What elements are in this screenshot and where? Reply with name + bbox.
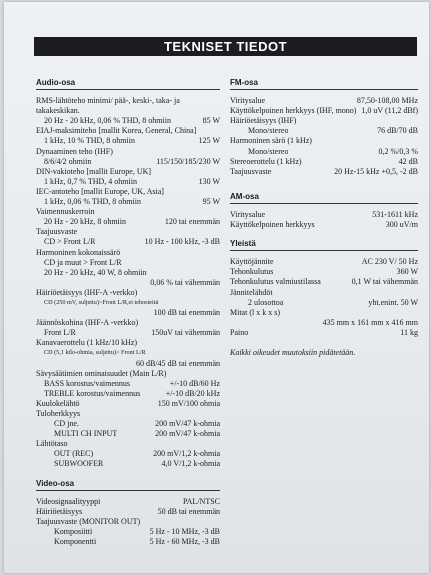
section-heading-video: Video-osa [36, 479, 220, 491]
spec-label: Jäännöskohina (IHF-A -verkko) [36, 318, 139, 328]
spec-row: Front L/R 150uV tai vähemmän [44, 328, 220, 338]
spec-label: Jännitelähdöt [230, 287, 273, 297]
spec-row: Taajuusvaste 20 Hz-15 kHz +0,5, -2 dB [230, 166, 418, 176]
spec-row: Stereoerottelu (1 kHz) 42 dB [230, 156, 418, 166]
spec-label: RMS-lähtöteho minimi/ pää-, keski-, taka- ja takakeskikan. [36, 96, 180, 116]
spec-sheet-page [4, 2, 429, 573]
spec-label: Taajuusvaste (MONITOR OUT) [36, 516, 141, 526]
rights-note: Kaikki oikeudet muutoksiin pidätetään. [230, 347, 356, 357]
spec-label: IEC-antoteho [mallit Europe, UK, Asia] [36, 186, 164, 196]
spec-row: Mono/stereo 76 dB/70 dB [248, 126, 418, 136]
spec-row: 1 kHz, 10 % THD, 8 ohmiin 125 W [44, 136, 220, 146]
spec-label: Tuloherkkyys [36, 409, 81, 418]
spec-row: Käyttökelpoinen herkkyys (IHF, mono) 1,0 uV (11,2 dBf) [230, 106, 418, 116]
section-heading-audio: Audio-osa [36, 78, 220, 90]
spec-label: Taajuusvaste [36, 227, 78, 237]
spec-row: 8/6/4/2 ohmiin 115/150/185/230 W [44, 156, 220, 166]
spec-row: 100 dB tai enemmän [153, 308, 220, 318]
section-heading-general: Yleistä [230, 239, 418, 251]
spec-label: Häiriöetäisyys (IHF) [230, 116, 297, 126]
spec-row: OUT (REC) 200 mV/1,2 k-ohmia [54, 449, 220, 459]
spec-label: Kanavaerottelu (1 kHz/10 kHz) [36, 338, 138, 348]
spec-row: Viritysalue 531-1611 kHz [230, 209, 418, 219]
spec-label: Vaimennuskerroin [36, 207, 95, 217]
spec-row: Videosignaalityyppi PAL/NTSC [36, 496, 220, 506]
spec-condition: CD ja muut > Front L/R [44, 257, 122, 267]
spec-row: CD jne. 200 mV/47 k-ohmia [54, 419, 220, 429]
spec-row: Komponentti 5 Hz - 60 MHz, -3 dB [54, 537, 220, 547]
page-title: TEKNISET TIEDOT [34, 37, 417, 56]
spec-label: Mitat (l x k x s) [230, 307, 280, 317]
spec-row: 20 Hz - 20 kHz, 8 ohmiin 120 tai enemmän [44, 217, 220, 227]
spec-row: Mono/stereo 0,2 %/0,3 % [248, 146, 418, 156]
spec-row: Tehonkulutus 360 W [230, 267, 418, 277]
spec-row: 0,06 % tai vähemmän [150, 277, 220, 287]
spec-row: 60 dB/45 dB tai enemmän [136, 358, 220, 368]
spec-row: MULTI CH INPUT 200 mV/47 k-ohmia [54, 429, 220, 439]
spec-condition: CD (250 mV, suljettu)>Front L/R,ei tehosteitä [44, 298, 159, 306]
spec-condition: 20 Hz - 20 kHz, 40 W, 8 ohmiin [44, 267, 147, 277]
spec-label: Harmoninen särö (1 kHz) [230, 136, 312, 146]
spec-label: Häiriöetäisyys (IHF-A -verkko) [36, 287, 138, 297]
spec-row: BASS korostus/vaimennus +/-10 dB/60 Hz [44, 378, 220, 388]
spec-label: Harmoninen kokonaissärö [36, 247, 121, 257]
spec-row: Käyttökelpoinen herkkyys 300 uV/m [230, 220, 418, 230]
spec-row: Häiriöetäisyys 50 dB tai enemmän [36, 506, 220, 516]
spec-label: Lähtötaso [36, 439, 68, 449]
spec-row: Paino 11 kg [230, 327, 418, 337]
spec-row: 2 ulosottoa yht.enint. 50 W [248, 297, 418, 307]
spec-row: Viritysalue 87,50-108,00 MHz [230, 96, 418, 106]
spec-row: 1 kHz, 0,7 % THD, 4 ohmiin 130 W [44, 176, 220, 186]
spec-row: Komposiitti 5 Hz - 10 MHz, -3 dB [54, 526, 220, 536]
spec-row: Käyttöjännite AC 230 V/ 50 Hz [230, 257, 418, 267]
right-column [230, 78, 418, 358]
spec-row: 435 mm x 161 mm x 416 mm [322, 317, 418, 327]
spec-row: 20 Hz - 20 kHz, 0,06 % THD, 8 ohmiin 85 W [44, 116, 220, 126]
spec-row: 1 kHz, 0,06 % THD, 8 ohmiin 95 W [44, 197, 220, 207]
spec-row: Tehonkulutus valmiustilassa 0,1 W tai vähemmän [230, 277, 418, 287]
spec-label: Dynaaminen teho (IHF) [36, 146, 113, 156]
spec-condition: CD (5,1 kilo-ohmia, suljettu)> Front L/R [44, 349, 146, 357]
spec-row: CD > Front L/R 10 Hz - 100 kHz, -3 dB [44, 237, 220, 247]
spec-label: EIAJ-maksimiteho [mallit Korea, General, China] [36, 126, 197, 136]
spec-row: SUBWOOFER 4,0 V/1,2 k-ohmia [54, 459, 220, 469]
section-heading-fm: FM-osa [230, 78, 418, 90]
spec-row: Kuulokelähtö 150 mV/100 ohmia [36, 398, 220, 408]
spec-row: TREBLE korostus/vaimennus +/-10 dB/20 kHz [44, 388, 220, 398]
left-column [36, 78, 220, 547]
spec-label: Sävysäätimien ominaisuudet (Main L/R) [36, 368, 167, 378]
spec-label: DIN-vakioteho [mallit Europe, UK] [36, 166, 152, 176]
section-heading-am: AM-osa [230, 192, 418, 204]
